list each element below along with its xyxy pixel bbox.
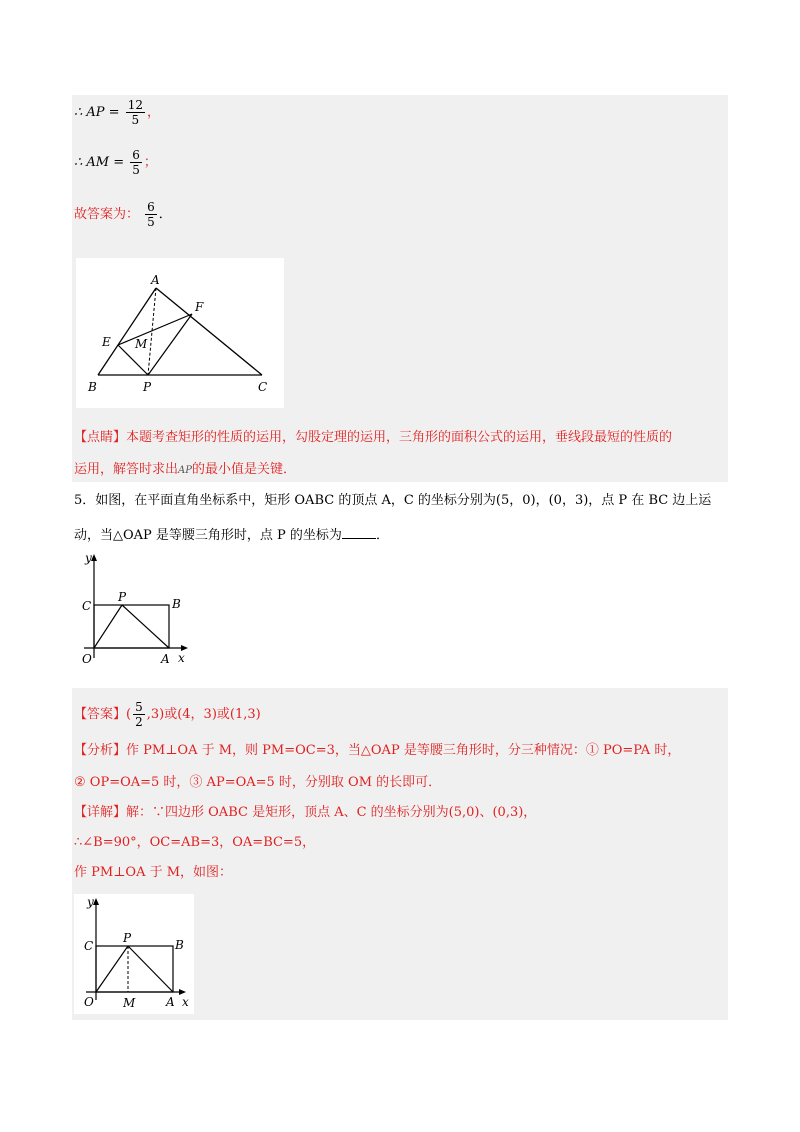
am-equation (74, 148, 157, 177)
segment-ac (156, 288, 262, 375)
label-m: M (135, 337, 148, 351)
ap-punct: ， (147, 105, 161, 120)
label-f: F (195, 300, 204, 314)
detail-tag: 【详解】 (74, 805, 127, 820)
final-answer-denominator: 2 (135, 715, 143, 729)
y-axis-arrow-icon (93, 898, 99, 905)
comment-text-1: 本题考查矩形的性质的运用，勾股定理的运用，三角形的面积公式的运用，垂线段最短的性质的 (126, 430, 673, 445)
detail-text-1: 解：∵四边形 OABC 是矩形，顶点 A、C 的坐标分别为(5,0)、(0,3)， (126, 805, 537, 820)
coordinate-m-svg (74, 894, 194, 1014)
comment-tag: 【点睛】 (74, 430, 127, 445)
analysis-text-1: 作 PM⊥OA 于 M，则 PM=OC=3，当△OAP 是等腰三角形时，分三种情况：① PO=PA 时， (126, 743, 681, 758)
question-line-2 (74, 526, 389, 545)
am-punct: ； (143, 155, 157, 170)
label-p: P (123, 931, 132, 945)
comment-text-2c: 的最小值是关键． (191, 462, 296, 477)
label-a: A (166, 995, 175, 1009)
segment-op (96, 946, 128, 992)
final-answer-rest: ,3)或(4，3)或(1,3) (146, 707, 261, 722)
label-a: A (151, 273, 160, 287)
analysis-line-1 (74, 742, 680, 760)
label-p: P (118, 590, 127, 604)
segment-pa (122, 605, 169, 648)
ap-equation (74, 98, 160, 127)
label-b: B (172, 597, 181, 611)
answer-prefix: 故答案为： (74, 207, 140, 222)
am-fraction (130, 148, 142, 177)
comment-text-2a: 运用，解答时求出 (74, 462, 179, 477)
answer-denominator: 5 (147, 215, 155, 229)
answer-punct: ． (158, 207, 172, 222)
label-c: C (84, 939, 94, 953)
ap-numerator: 12 (127, 98, 143, 112)
final-answer-open: ( (126, 707, 132, 722)
final-answer-tag: 【答案】 (74, 707, 127, 722)
segment-pa (128, 946, 173, 992)
final-answer-numerator: 5 (135, 700, 143, 714)
analysis-tag: 【分析】 (74, 743, 127, 758)
label-e: E (102, 335, 111, 349)
label-a: A (161, 652, 170, 666)
final-answer-fraction (133, 700, 145, 729)
label-c: C (82, 599, 92, 613)
am-denominator: 5 (132, 163, 140, 177)
segment-ab (98, 288, 156, 375)
analysis-line-2: ② OP=OA=5 时，③ AP=OA=5 时，分别取 OM 的长即可． (74, 775, 442, 790)
ap-fraction (126, 98, 145, 127)
label-x: x (182, 995, 189, 1009)
rectangle-oabc (94, 605, 169, 648)
label-o: O (84, 995, 94, 1009)
comment-line-2 (74, 461, 296, 480)
comment-line-1 (74, 429, 672, 447)
detail-line-2: ∴∠B=90°，OC=AB=3，OA=BC=5， (74, 835, 316, 850)
answer-line (74, 200, 172, 229)
answer-blank (342, 526, 376, 539)
question-text-2: 动，当△OAP 是等腰三角形时，点 P 的坐标为 (74, 528, 342, 543)
coordinate-figure-with-m (74, 894, 194, 1014)
question-line-1: 5．如图，在平面直角坐标系中，矩形 OABC 的顶点 A，C 的坐标分别为(5，0)，(0，3)，点 P 在 BC 边上运 (74, 493, 712, 508)
comment-ap: AP (178, 465, 192, 476)
final-answer (74, 700, 261, 729)
am-label: ∴ AM = (74, 155, 125, 170)
segment-op (94, 605, 122, 648)
label-y: y (87, 895, 94, 909)
triangle-figure (76, 258, 284, 408)
label-x: x (178, 651, 185, 665)
coordinate-figure (72, 550, 202, 670)
label-c: C (258, 380, 268, 394)
ap-label: ∴ AP = (74, 105, 120, 120)
am-numerator: 6 (132, 148, 140, 162)
label-y: y (85, 551, 92, 565)
question-punct: ． (375, 528, 389, 543)
ap-denominator: 5 (131, 113, 140, 127)
y-axis-arrow-icon (91, 554, 97, 561)
triangle-svg (76, 258, 284, 408)
detail-line-1 (74, 804, 536, 822)
answer-numerator: 6 (147, 200, 155, 214)
detail-line-3: 作 PM⊥OA 于 M，如图： (74, 865, 233, 880)
label-b: B (88, 380, 97, 394)
label-b: B (175, 938, 184, 952)
answer-fraction (145, 200, 157, 229)
label-o: O (82, 652, 92, 666)
coordinate-svg (72, 550, 202, 670)
label-m: M (123, 996, 136, 1010)
label-p: P (143, 380, 152, 394)
